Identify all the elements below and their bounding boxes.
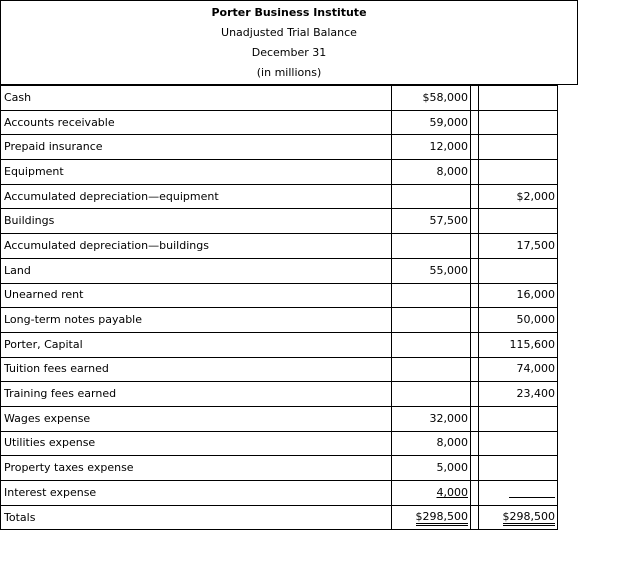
total-credit-value: $298,500 — [503, 510, 556, 526]
statement-units: (in millions) — [256, 66, 322, 79]
account-name: Unearned rent — [1, 283, 392, 308]
credit-amount — [479, 406, 558, 431]
column-gap — [471, 184, 479, 209]
credit-amount — [479, 135, 558, 160]
account-name: Cash — [1, 86, 392, 111]
credit-amount — [479, 110, 558, 135]
column-gap — [471, 406, 479, 431]
total-debit — [392, 505, 471, 530]
table-row — [1, 234, 558, 259]
debit-amount: 8,000 — [392, 431, 471, 456]
total-credit — [479, 505, 558, 530]
column-gap — [471, 209, 479, 234]
debit-amount — [392, 184, 471, 209]
credit-amount: 115,600 — [479, 332, 558, 357]
total-debit-value: $298,500 — [416, 510, 469, 526]
table-row — [1, 110, 558, 135]
table-row — [1, 431, 558, 456]
credit-amount: 17,500 — [479, 234, 558, 259]
account-name: Equipment — [1, 160, 392, 185]
debit-amount: 55,000 — [392, 258, 471, 283]
debit-amount — [392, 234, 471, 259]
company-name: Porter Business Institute — [211, 6, 367, 19]
credit-amount — [479, 86, 558, 111]
credit-amount — [479, 456, 558, 481]
column-gap — [471, 234, 479, 259]
table-row — [1, 357, 558, 382]
debit-amount: 8,000 — [392, 160, 471, 185]
credit-amount: 16,000 — [479, 283, 558, 308]
account-name: Accumulated depreciation—equipment — [1, 184, 392, 209]
debit-amount-underlined: 4,000 — [436, 485, 468, 499]
debit-amount — [392, 481, 471, 506]
column-gap — [471, 86, 479, 111]
account-name: Porter, Capital — [1, 332, 392, 357]
debit-amount: 12,000 — [392, 135, 471, 160]
column-gap — [471, 382, 479, 407]
column-gap — [471, 283, 479, 308]
credit-amount — [479, 209, 558, 234]
account-name: Utilities expense — [1, 431, 392, 456]
debit-amount — [392, 382, 471, 407]
table-row — [1, 406, 558, 431]
subtotal-rule — [509, 488, 555, 498]
column-gap — [471, 110, 479, 135]
account-name: Accounts receivable — [1, 110, 392, 135]
credit-amount — [479, 481, 558, 506]
credit-amount — [479, 160, 558, 185]
account-name: Interest expense — [1, 481, 392, 506]
column-gap — [471, 456, 479, 481]
column-gap — [471, 357, 479, 382]
debit-amount — [392, 283, 471, 308]
account-name: Property taxes expense — [1, 456, 392, 481]
table-row — [1, 332, 558, 357]
column-gap — [471, 431, 479, 456]
column-gap — [471, 481, 479, 506]
debit-amount — [392, 332, 471, 357]
table-row — [1, 160, 558, 185]
statement-date: December 31 — [251, 46, 327, 59]
column-gap — [471, 135, 479, 160]
totals-label: Totals — [1, 505, 392, 530]
debit-amount — [392, 308, 471, 333]
column-gap — [471, 258, 479, 283]
table-row — [1, 283, 558, 308]
table-row — [1, 135, 558, 160]
account-name: Training fees earned — [1, 382, 392, 407]
credit-amount: 50,000 — [479, 308, 558, 333]
column-gap — [471, 308, 479, 333]
account-name: Buildings — [1, 209, 392, 234]
credit-amount: 74,000 — [479, 357, 558, 382]
table-row — [1, 308, 558, 333]
account-name: Accumulated depreciation—buildings — [1, 234, 392, 259]
table-row — [1, 184, 558, 209]
totals-row — [1, 505, 558, 530]
column-gap — [471, 505, 479, 530]
table-row — [1, 258, 558, 283]
account-name: Land — [1, 258, 392, 283]
table-row — [1, 86, 558, 111]
table-row — [1, 456, 558, 481]
debit-amount: 59,000 — [392, 110, 471, 135]
credit-amount — [479, 431, 558, 456]
account-name: Long-term notes payable — [1, 308, 392, 333]
debit-amount: $58,000 — [392, 86, 471, 111]
trial-balance-table — [0, 85, 558, 530]
debit-amount — [392, 357, 471, 382]
credit-amount: 23,400 — [479, 382, 558, 407]
credit-amount: $2,000 — [479, 184, 558, 209]
table-row — [1, 481, 558, 506]
account-name: Wages expense — [1, 406, 392, 431]
debit-amount: 32,000 — [392, 406, 471, 431]
credit-amount — [479, 258, 558, 283]
account-name: Tuition fees earned — [1, 357, 392, 382]
statement-header — [0, 0, 578, 85]
statement-title: Unadjusted Trial Balance — [221, 26, 357, 39]
column-gap — [471, 160, 479, 185]
column-gap — [471, 332, 479, 357]
table-row — [1, 209, 558, 234]
debit-amount: 57,500 — [392, 209, 471, 234]
debit-amount: 5,000 — [392, 456, 471, 481]
table-row — [1, 382, 558, 407]
account-name: Prepaid insurance — [1, 135, 392, 160]
